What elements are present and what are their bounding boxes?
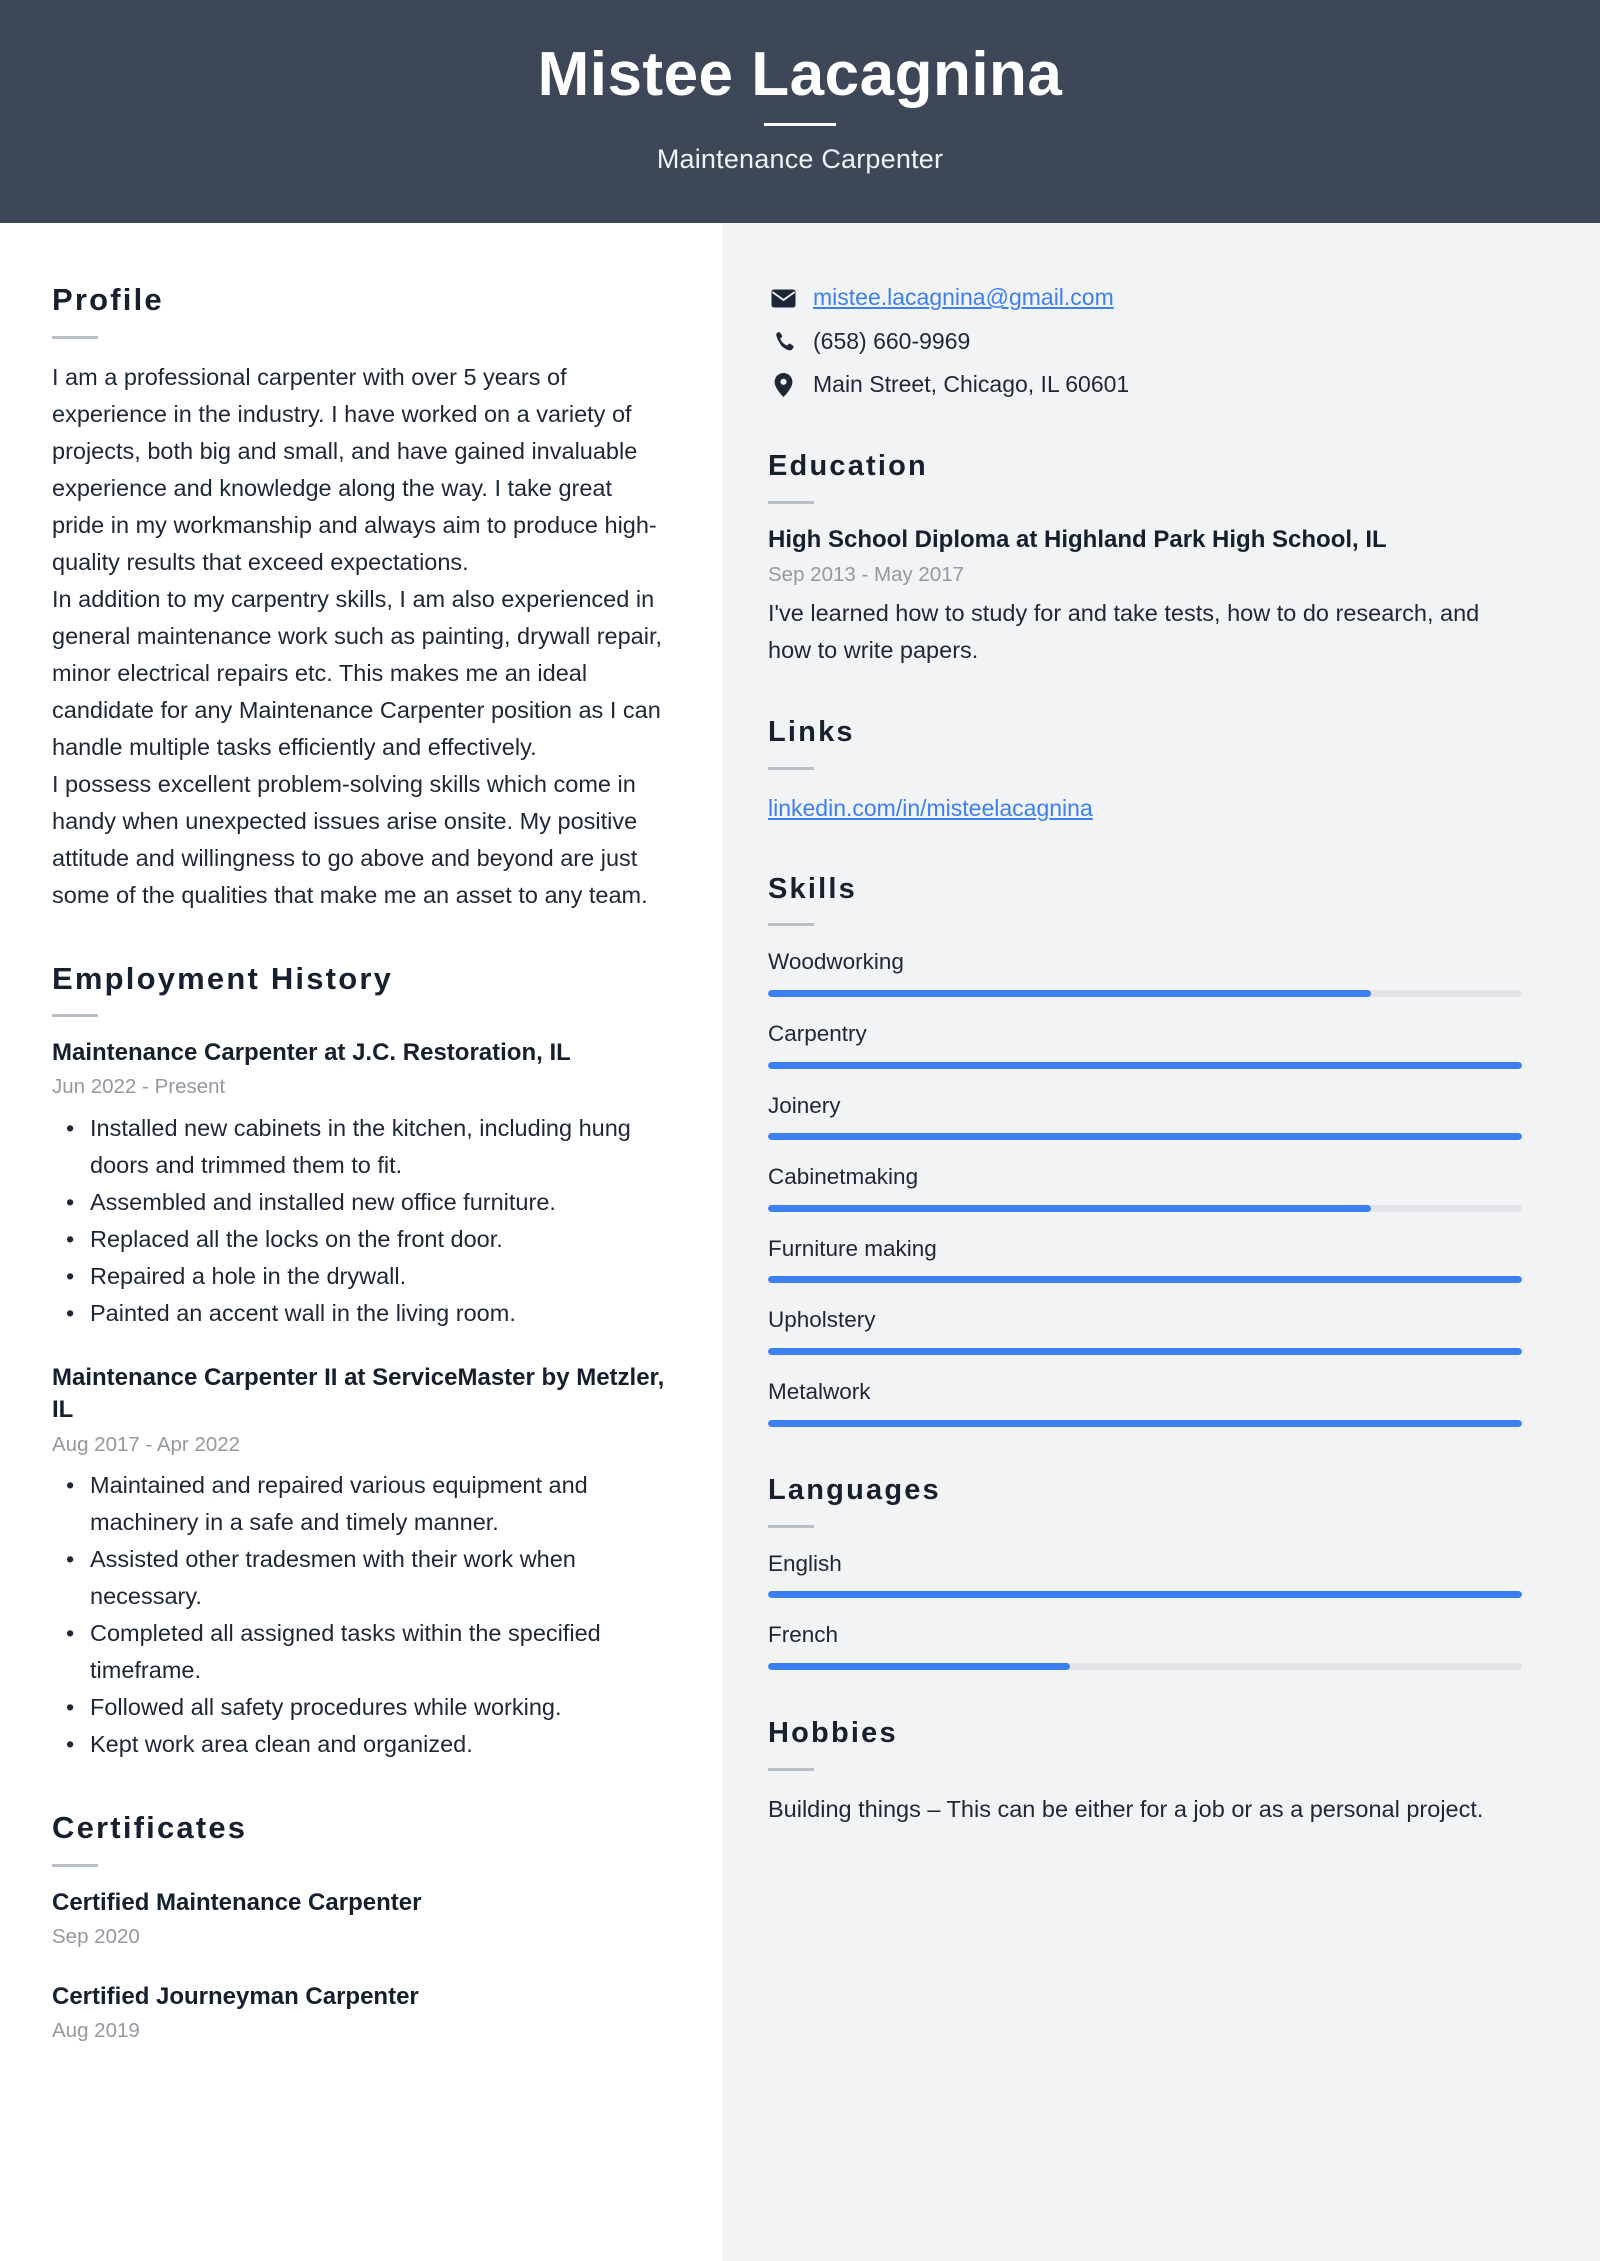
skill-item: [768, 1233, 1522, 1284]
sidebar-column: [722, 223, 1600, 2261]
education-title: High School Diploma at Highland Park High School, IL: [768, 526, 1387, 554]
address-text: Main Street, Chicago, IL 60601: [813, 371, 1130, 398]
bullet-item: • Repaired a hole in the drywall.: [52, 1258, 670, 1295]
header-divider: [764, 123, 836, 126]
candidate-name: Mistee Lacagnina: [537, 40, 1063, 109]
skill-item: [768, 1018, 1522, 1069]
skill-label: Furniture making: [768, 1235, 937, 1261]
bullet-item: • Completed all assigned tasks within the specified timeframe.: [52, 1615, 670, 1689]
skill-item: [768, 1376, 1522, 1427]
education-date: Sep 2013 - May 2017: [768, 562, 965, 586]
main-column: [0, 223, 722, 2261]
employment-bullets: [52, 1110, 670, 1332]
section-education: [768, 449, 1522, 669]
links-heading: Links: [768, 716, 855, 749]
language-item: [768, 1619, 1522, 1670]
location-pin-icon: [768, 373, 798, 397]
employment-date: Jun 2022 - Present: [52, 1075, 226, 1099]
certificate-entry: [52, 1981, 670, 2047]
certificate-date: Sep 2020: [52, 1925, 140, 1949]
hobbies-text: Building things – This can be either for a job or as a personal project.: [768, 1795, 1484, 1822]
education-entry: [768, 524, 1522, 669]
language-label: French: [768, 1622, 839, 1648]
languages-heading: Languages: [768, 1473, 941, 1506]
language-label: English: [768, 1550, 842, 1576]
linkedin-link[interactable]: linkedin.com/in/misteelacagnina: [768, 795, 1093, 822]
hobbies-heading-divider: [768, 1768, 814, 1771]
certificates-heading: Certificates: [52, 1810, 248, 1846]
skills-heading-divider: [768, 923, 814, 926]
skill-label: Upholstery: [768, 1307, 876, 1333]
certificate-date: Aug 2019: [52, 2019, 140, 2043]
skill-bar-track: [768, 1205, 1522, 1212]
certificate-title: Certified Journeyman Carpenter: [52, 1982, 419, 2010]
profile-paragraph: In addition to my carpentry skills, I am also experienced in general maintenance work such as painting, drywall repair, minor electrical repairs etc. This makes me an ideal candidate for any Maintenance Carpenter position as I can handle multiple tasks efficiently and effectively.: [52, 585, 663, 760]
candidate-job-title: Maintenance Carpenter: [656, 144, 944, 175]
skill-bar-fill: [768, 1062, 1522, 1069]
skill-item: [768, 1090, 1522, 1141]
skill-bar-fill: [768, 1276, 1522, 1283]
section-profile: [52, 281, 670, 913]
bullet-item: • Installed new cabinets in the kitchen, including hung doors and trimmed them to fit.: [52, 1110, 670, 1184]
section-skills: [768, 872, 1522, 1427]
employment-date: Aug 2017 - Apr 2022: [52, 1432, 241, 1456]
links-list: [768, 790, 1522, 825]
employment-entry: [52, 1362, 670, 1764]
skill-label: Metalwork: [768, 1379, 871, 1405]
language-bar-track: [768, 1663, 1522, 1670]
certificates-heading-divider: [52, 1864, 98, 1867]
skill-label: Cabinetmaking: [768, 1164, 919, 1190]
certificate-title: Certified Maintenance Carpenter: [52, 1888, 422, 1916]
education-heading: Education: [768, 450, 928, 483]
employment-title: Maintenance Carpenter II at ServiceMaster by Metzler, IL: [52, 1363, 665, 1424]
education-heading-divider: [768, 501, 814, 504]
employment-title: Maintenance Carpenter at J.C. Restoration, IL: [52, 1038, 571, 1066]
skill-bar-track: [768, 990, 1522, 997]
language-bar-fill: [768, 1591, 1522, 1598]
section-languages: [768, 1473, 1522, 1670]
skill-bar-fill: [768, 1420, 1522, 1427]
skill-bar-track: [768, 1420, 1522, 1427]
skill-label: Woodworking: [768, 949, 904, 975]
contact-address-row: [768, 368, 1522, 401]
language-bar-fill: [768, 1663, 1070, 1670]
resume-body: [0, 223, 1600, 2261]
section-certificates: [52, 1809, 670, 2046]
skills-heading: Skills: [768, 872, 857, 905]
certificate-entry: [52, 1887, 670, 1953]
employment-entry: [52, 1037, 670, 1332]
bullet-item: • Painted an accent wall in the living room.: [52, 1295, 670, 1332]
skill-bar-fill: [768, 1348, 1522, 1355]
phone-number: (658) 660-9969: [813, 327, 971, 354]
skill-bar-track: [768, 1348, 1522, 1355]
hobbies-heading: Hobbies: [768, 1716, 898, 1749]
skill-bar-track: [768, 1133, 1522, 1140]
skill-item: [768, 946, 1522, 997]
section-hobbies: [768, 1716, 1522, 1828]
skill-label: Carpentry: [768, 1020, 867, 1046]
bullet-item: • Maintained and repaired various equipment and machinery in a safe and timely manner.: [52, 1467, 670, 1541]
skill-bar-fill: [768, 1133, 1522, 1140]
bullet-item: • Assembled and installed new office furniture.: [52, 1184, 670, 1221]
skill-item: [768, 1304, 1522, 1355]
language-bar-track: [768, 1591, 1522, 1598]
employment-heading-divider: [52, 1014, 98, 1017]
skill-item: [768, 1161, 1522, 1212]
skill-bar-fill: [768, 990, 1371, 997]
skill-bar-fill: [768, 1205, 1371, 1212]
employment-heading: Employment History: [52, 960, 394, 996]
profile-paragraph: I possess excellent problem-solving skills which come in handy when unexpected issues arise onsite. My positive attitude and willingness to go above and beyond are just some of the qualities that make me an asset to any team.: [52, 770, 648, 908]
phone-icon: [768, 330, 798, 352]
skill-label: Joinery: [768, 1092, 841, 1118]
employment-bullets: [52, 1467, 670, 1763]
links-heading-divider: [768, 767, 814, 770]
contact-details: [768, 281, 1522, 401]
contact-phone-row: [768, 325, 1522, 358]
bullet-item: • Kept work area clean and organized.: [52, 1726, 670, 1763]
language-item: [768, 1548, 1522, 1599]
section-employment-history: [52, 960, 670, 1764]
contact-email-row: [768, 281, 1522, 314]
section-links: [768, 715, 1522, 825]
profile-heading-divider: [52, 336, 98, 339]
email-link[interactable]: mistee.lacagnina@gmail.com: [813, 284, 1114, 311]
profile-text: [52, 359, 670, 914]
bullet-item: • Replaced all the locks on the front door.: [52, 1221, 670, 1258]
profile-heading: Profile: [52, 282, 164, 318]
bullet-item: • Followed all safety procedures while working.: [52, 1689, 670, 1726]
skill-bar-track: [768, 1062, 1522, 1069]
education-description: I've learned how to study for and take tests, how to do research, and how to write papers.: [768, 600, 1480, 664]
profile-paragraph: I am a professional carpenter with over 5 years of experience in the industry. I have worked on a variety of projects, both big and small, and have gained invaluable experience and knowledge along the way. I take great pride in my workmanship and always aim to produce high-quality results that exceed expectations.: [52, 363, 657, 575]
envelope-icon: [768, 289, 798, 308]
resume-header: [0, 0, 1600, 223]
bullet-item: • Assisted other tradesmen with their work when necessary.: [52, 1541, 670, 1615]
skill-bar-track: [768, 1276, 1522, 1283]
languages-heading-divider: [768, 1525, 814, 1528]
